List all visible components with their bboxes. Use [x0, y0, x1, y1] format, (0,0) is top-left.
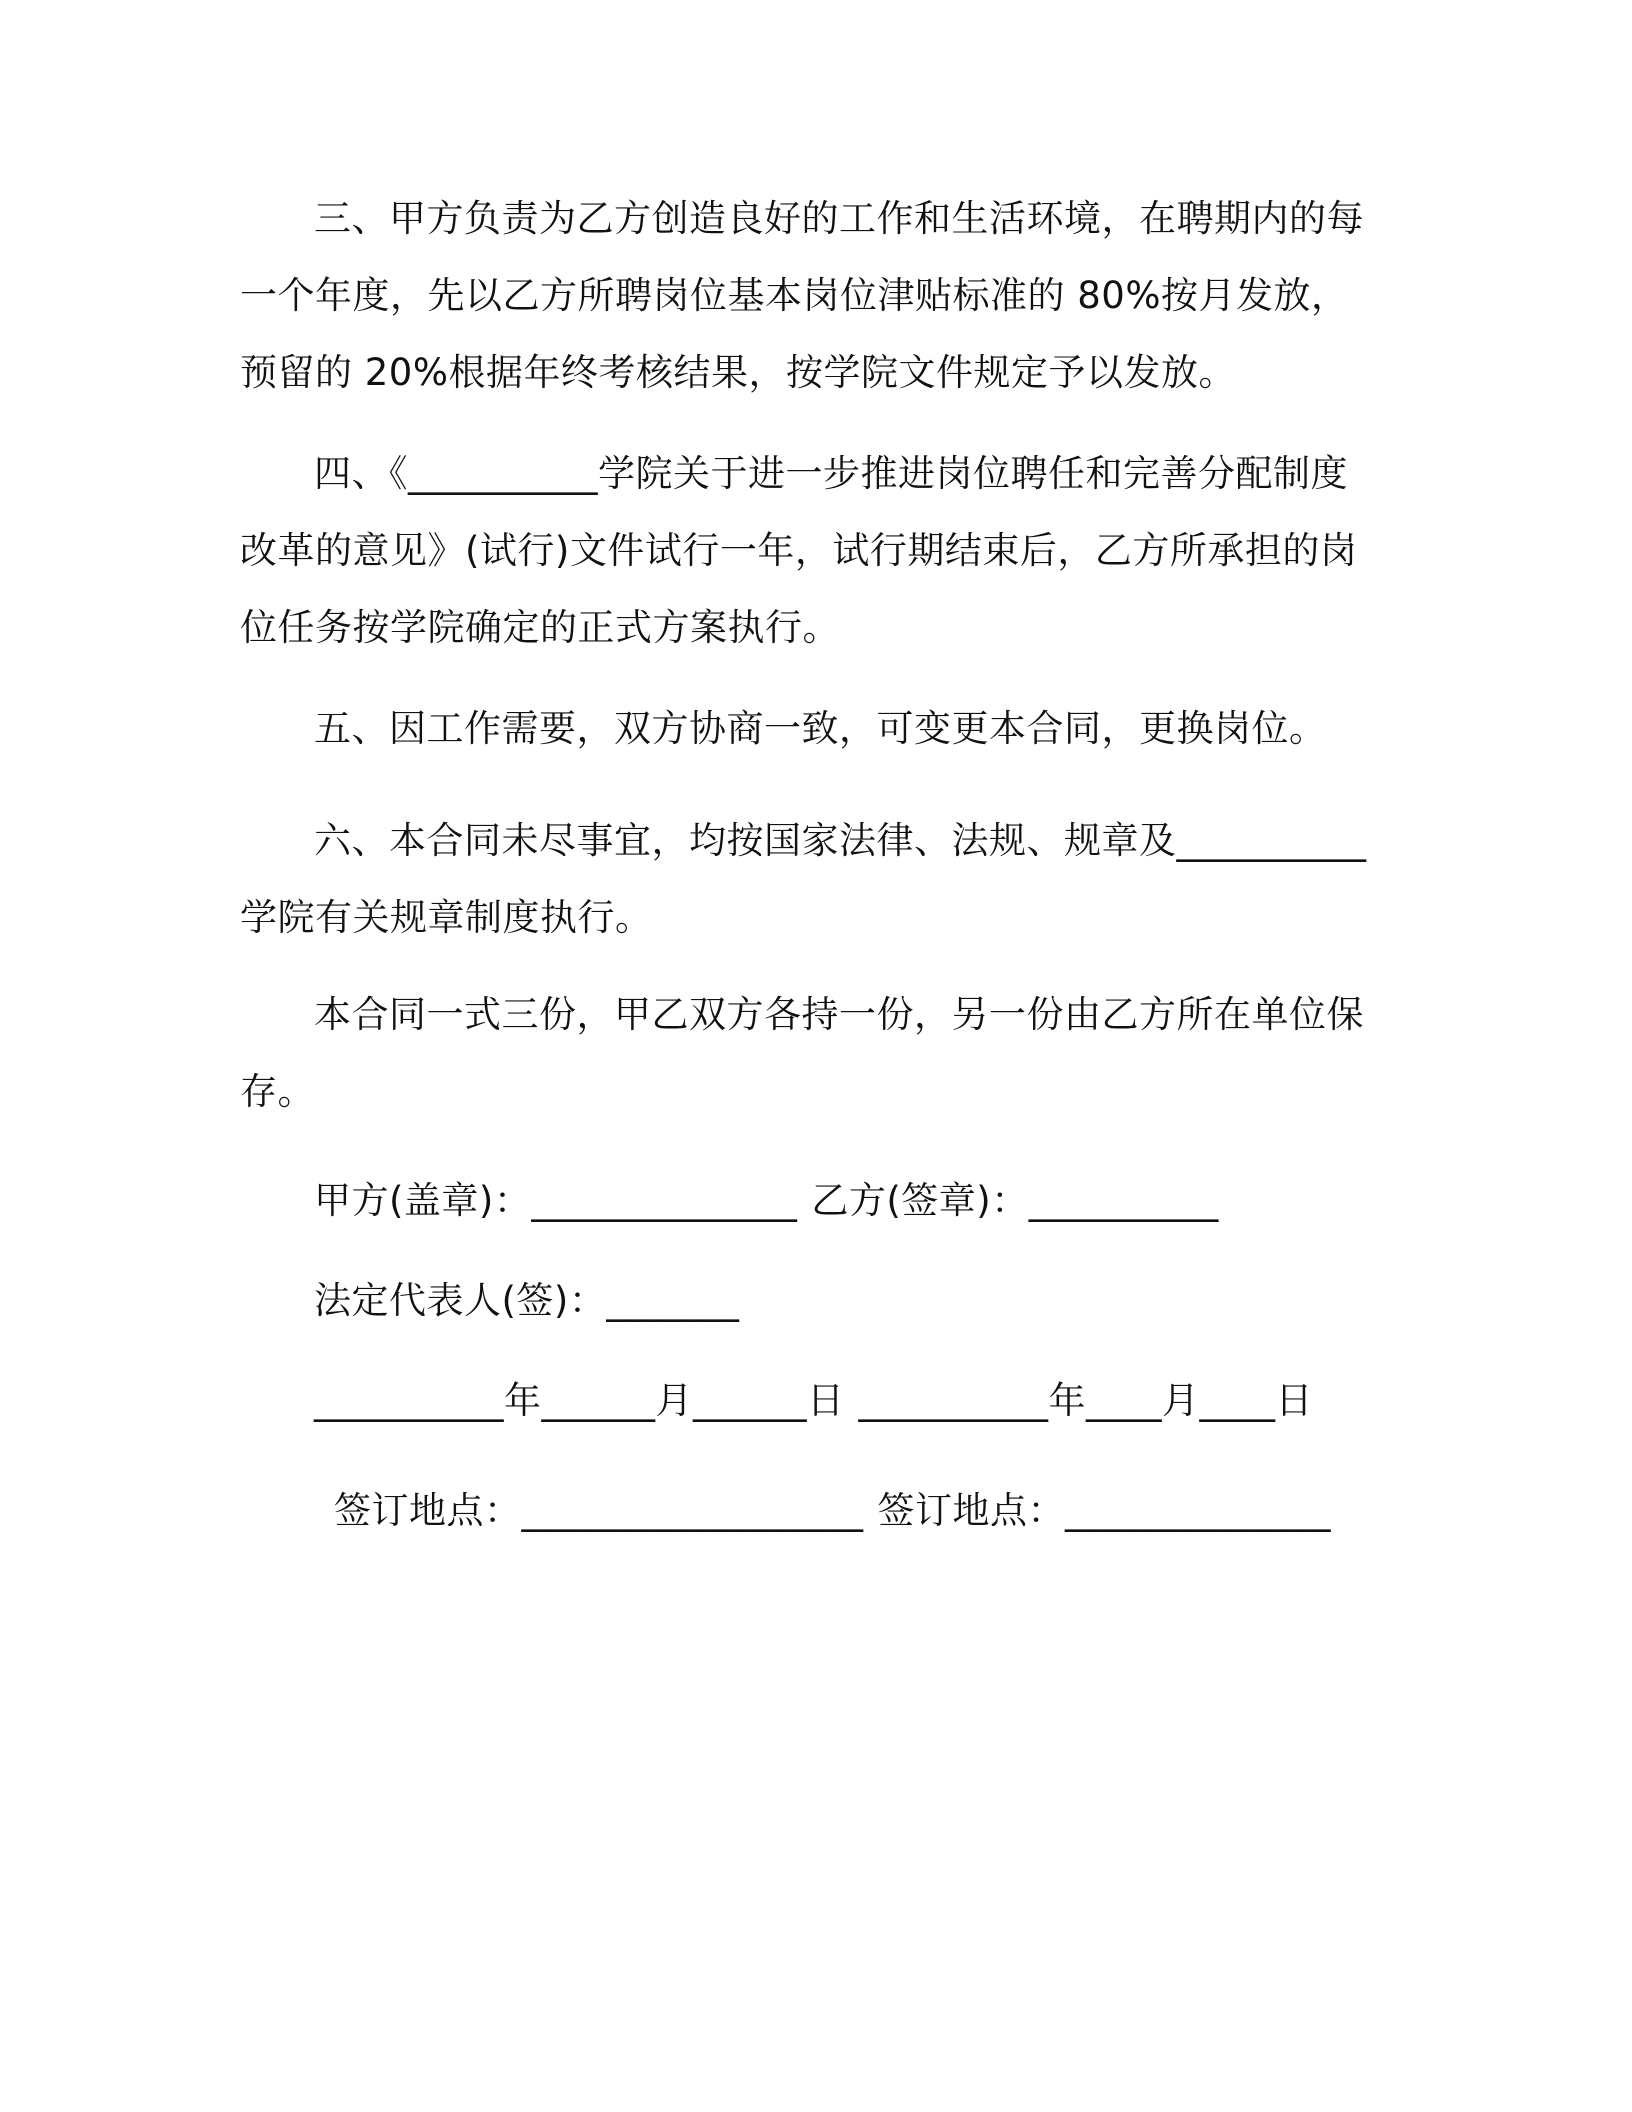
- clause-4: 四、《__________学院关于进一步推进岗位聘任和完善分配制度改革的意见》(试行)文件试行一年，试行期结束后，乙方所承担的岗位任务按学院确定的正式方案执行。: [240, 452, 1358, 649]
- party-a-seal-field: 甲方(盖章)：______________: [314, 1179, 798, 1222]
- party-b-sign-field: 乙方(签章)：__________: [811, 1179, 1219, 1222]
- date-a-field: __________年______月______日: [314, 1379, 845, 1422]
- legal-rep-field: 法定代表人(签)：_______: [314, 1279, 740, 1322]
- party-signature-line: [314, 1162, 1219, 1239]
- signing-place-a-field: 签订地点：__________________: [334, 1489, 864, 1532]
- legal-representative-line: [314, 1262, 739, 1339]
- date-b-field: __________年____月____日: [858, 1379, 1313, 1422]
- clause-6: 六、本合同未尽事宜，均按国家法律、法规、规章及__________学院有关规章制度执行。: [240, 819, 1367, 939]
- signing-place-line: [334, 1472, 1331, 1549]
- clause-3: 三、甲方负责为乙方创造良好的工作和生活环境，在聘期内的每一个年度，先以乙方所聘岗位基本岗位津贴标准的 80%按月发放，预留的 20%根据年终考核结果，按学院文件规定予以发放。: [240, 197, 1364, 394]
- clause-5: 五、因工作需要，双方协商一致，可变更本合同，更换岗位。: [314, 707, 1327, 750]
- date-line: [314, 1362, 1313, 1439]
- signing-place-b-field: 签订地点：______________: [877, 1489, 1331, 1532]
- copies-statement: 本合同一式三份，甲乙双方各持一份，另一份由乙方所在单位保存。: [240, 993, 1364, 1113]
